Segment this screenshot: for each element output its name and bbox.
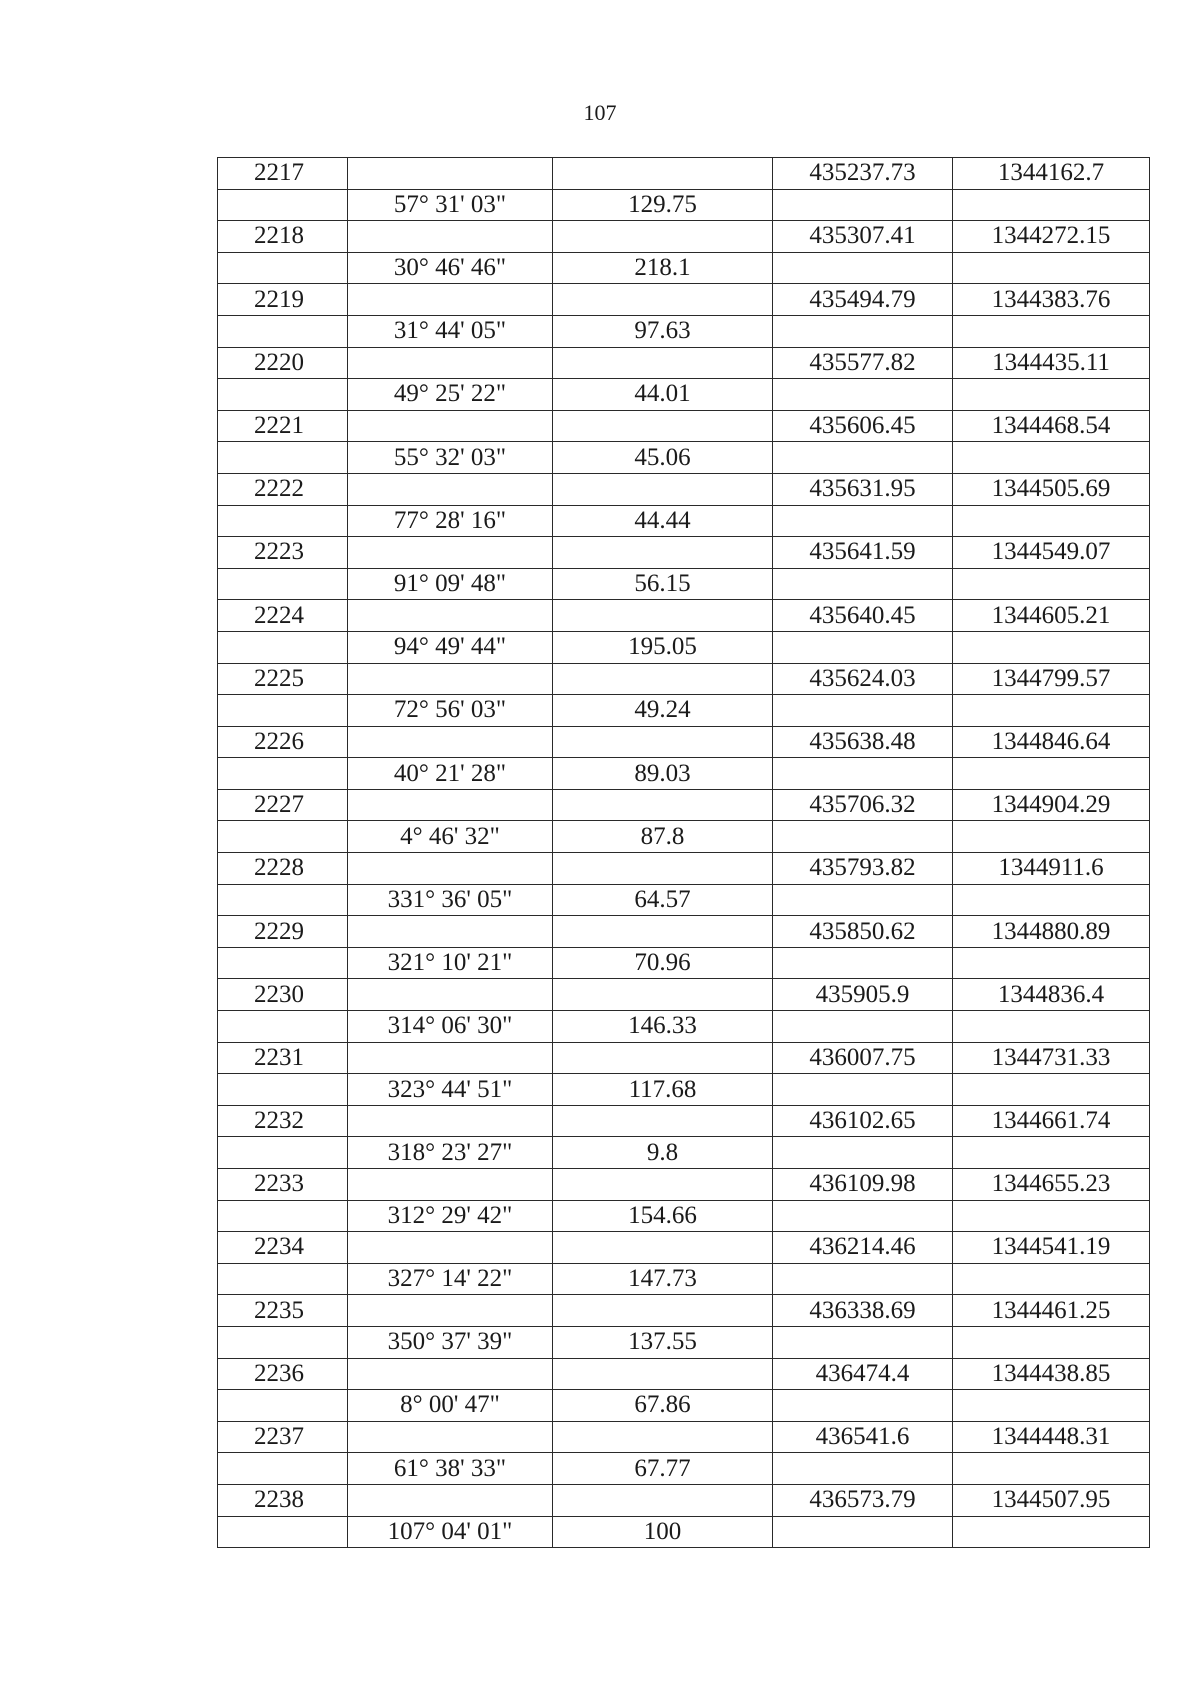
northing-cell xyxy=(953,505,1150,537)
point-cell: 2236 xyxy=(218,1358,348,1390)
table-row xyxy=(218,315,1150,347)
northing-cell xyxy=(953,821,1150,853)
northing-cell: 1344731.33 xyxy=(953,1042,1150,1074)
distance-cell xyxy=(553,600,773,632)
northing-cell xyxy=(953,252,1150,284)
northing-cell: 1344655.23 xyxy=(953,1169,1150,1201)
bearing-cell: 40° 21' 28" xyxy=(348,758,553,790)
point-cell: 2232 xyxy=(218,1105,348,1137)
easting-cell: 435640.45 xyxy=(773,600,953,632)
table-row xyxy=(218,252,1150,284)
easting-cell: 436007.75 xyxy=(773,1042,953,1074)
easting-cell: 435494.79 xyxy=(773,284,953,316)
table-row xyxy=(218,1453,1150,1485)
point-cell: 2219 xyxy=(218,284,348,316)
table-row xyxy=(218,1295,1150,1327)
table-row xyxy=(218,916,1150,948)
bearing-cell: 30° 46' 46" xyxy=(348,252,553,284)
table-row xyxy=(218,1484,1150,1516)
point-cell: 2224 xyxy=(218,600,348,632)
point-cell xyxy=(218,315,348,347)
table-row xyxy=(218,1390,1150,1422)
table-row xyxy=(218,789,1150,821)
easting-cell: 435850.62 xyxy=(773,916,953,948)
point-cell: 2237 xyxy=(218,1421,348,1453)
table-row xyxy=(218,347,1150,379)
distance-cell xyxy=(553,410,773,442)
northing-cell: 1344911.6 xyxy=(953,853,1150,885)
table-row xyxy=(218,1200,1150,1232)
easting-cell xyxy=(773,1011,953,1043)
bearing-cell: 8° 00' 47" xyxy=(348,1390,553,1422)
northing-cell: 1344461.25 xyxy=(953,1295,1150,1327)
point-cell: 2230 xyxy=(218,979,348,1011)
easting-cell xyxy=(773,252,953,284)
northing-cell: 1344272.15 xyxy=(953,221,1150,253)
distance-cell xyxy=(553,853,773,885)
point-cell: 2229 xyxy=(218,916,348,948)
table-row xyxy=(218,631,1150,663)
northing-cell: 1344438.85 xyxy=(953,1358,1150,1390)
point-cell xyxy=(218,505,348,537)
bearing-cell xyxy=(348,726,553,758)
point-cell: 2222 xyxy=(218,473,348,505)
table-row xyxy=(218,695,1150,727)
table-body xyxy=(218,158,1150,1548)
point-cell xyxy=(218,1263,348,1295)
northing-cell xyxy=(953,1200,1150,1232)
bearing-cell: 350° 37' 39" xyxy=(348,1326,553,1358)
distance-cell: 97.63 xyxy=(553,315,773,347)
easting-cell xyxy=(773,947,953,979)
point-cell xyxy=(218,884,348,916)
distance-cell: 56.15 xyxy=(553,568,773,600)
bearing-cell xyxy=(348,410,553,442)
table-row xyxy=(218,1137,1150,1169)
distance-cell: 9.8 xyxy=(553,1137,773,1169)
table-row xyxy=(218,1169,1150,1201)
easting-cell xyxy=(773,1516,953,1548)
point-cell xyxy=(218,1390,348,1422)
northing-cell xyxy=(953,315,1150,347)
table-row xyxy=(218,158,1150,190)
northing-cell: 1344846.64 xyxy=(953,726,1150,758)
distance-cell: 49.24 xyxy=(553,695,773,727)
bearing-cell xyxy=(348,1169,553,1201)
northing-cell xyxy=(953,568,1150,600)
easting-cell xyxy=(773,379,953,411)
distance-cell xyxy=(553,284,773,316)
table-row xyxy=(218,1516,1150,1548)
distance-cell xyxy=(553,789,773,821)
northing-cell xyxy=(953,695,1150,727)
table-row xyxy=(218,1326,1150,1358)
point-cell: 2227 xyxy=(218,789,348,821)
easting-cell xyxy=(773,568,953,600)
distance-cell: 137.55 xyxy=(553,1326,773,1358)
distance-cell: 67.77 xyxy=(553,1453,773,1485)
point-cell xyxy=(218,1200,348,1232)
easting-cell xyxy=(773,695,953,727)
easting-cell: 436541.6 xyxy=(773,1421,953,1453)
bearing-cell: 4° 46' 32" xyxy=(348,821,553,853)
distance-cell: 87.8 xyxy=(553,821,773,853)
distance-cell: 147.73 xyxy=(553,1263,773,1295)
table-row xyxy=(218,600,1150,632)
northing-cell: 1344448.31 xyxy=(953,1421,1150,1453)
northing-cell: 1344661.74 xyxy=(953,1105,1150,1137)
point-cell xyxy=(218,1137,348,1169)
northing-cell: 1344880.89 xyxy=(953,916,1150,948)
table-row xyxy=(218,1105,1150,1137)
point-cell xyxy=(218,1516,348,1548)
table-row xyxy=(218,1232,1150,1264)
point-cell xyxy=(218,1074,348,1106)
point-cell: 2220 xyxy=(218,347,348,379)
easting-cell: 435577.82 xyxy=(773,347,953,379)
northing-cell: 1344836.4 xyxy=(953,979,1150,1011)
distance-cell xyxy=(553,1295,773,1327)
table-row xyxy=(218,1263,1150,1295)
easting-cell xyxy=(773,1074,953,1106)
point-cell: 2233 xyxy=(218,1169,348,1201)
distance-cell xyxy=(553,1169,773,1201)
bearing-cell: 31° 44' 05" xyxy=(348,315,553,347)
distance-cell xyxy=(553,537,773,569)
page-number: 107 xyxy=(583,100,617,125)
easting-cell: 435638.48 xyxy=(773,726,953,758)
easting-cell: 436338.69 xyxy=(773,1295,953,1327)
point-cell: 2238 xyxy=(218,1484,348,1516)
easting-cell xyxy=(773,1263,953,1295)
easting-cell xyxy=(773,758,953,790)
northing-cell: 1344383.76 xyxy=(953,284,1150,316)
distance-cell: 44.01 xyxy=(553,379,773,411)
bearing-cell: 331° 36' 05" xyxy=(348,884,553,916)
table-row xyxy=(218,1358,1150,1390)
bearing-cell xyxy=(348,1042,553,1074)
easting-cell: 436102.65 xyxy=(773,1105,953,1137)
table-row xyxy=(218,1042,1150,1074)
table-row xyxy=(218,189,1150,221)
easting-cell xyxy=(773,1453,953,1485)
distance-cell: 67.86 xyxy=(553,1390,773,1422)
northing-cell: 1344799.57 xyxy=(953,663,1150,695)
table-row xyxy=(218,1074,1150,1106)
bearing-cell xyxy=(348,916,553,948)
point-cell xyxy=(218,568,348,600)
northing-cell xyxy=(953,1074,1150,1106)
easting-cell xyxy=(773,821,953,853)
table-row xyxy=(218,537,1150,569)
easting-cell xyxy=(773,1137,953,1169)
point-cell: 2231 xyxy=(218,1042,348,1074)
distance-cell xyxy=(553,1232,773,1264)
northing-cell xyxy=(953,631,1150,663)
bearing-cell xyxy=(348,1105,553,1137)
distance-cell xyxy=(553,726,773,758)
table-row xyxy=(218,758,1150,790)
easting-cell xyxy=(773,1200,953,1232)
bearing-cell: 57° 31' 03" xyxy=(348,189,553,221)
distance-cell xyxy=(553,1042,773,1074)
easting-cell: 436573.79 xyxy=(773,1484,953,1516)
bearing-cell xyxy=(348,1232,553,1264)
point-cell: 2235 xyxy=(218,1295,348,1327)
bearing-cell: 312° 29' 42" xyxy=(348,1200,553,1232)
point-cell: 2218 xyxy=(218,221,348,253)
easting-cell: 435237.73 xyxy=(773,158,953,190)
bearing-cell xyxy=(348,600,553,632)
easting-cell xyxy=(773,1390,953,1422)
northing-cell: 1344904.29 xyxy=(953,789,1150,821)
bearing-cell xyxy=(348,1295,553,1327)
distance-cell xyxy=(553,221,773,253)
point-cell: 2217 xyxy=(218,158,348,190)
northing-cell: 1344507.95 xyxy=(953,1484,1150,1516)
table-row xyxy=(218,568,1150,600)
bearing-cell xyxy=(348,473,553,505)
northing-cell xyxy=(953,1516,1150,1548)
northing-cell xyxy=(953,1137,1150,1169)
table-row xyxy=(218,221,1150,253)
bearing-cell: 327° 14' 22" xyxy=(348,1263,553,1295)
point-cell xyxy=(218,1453,348,1485)
table-row xyxy=(218,410,1150,442)
bearing-cell xyxy=(348,853,553,885)
easting-cell: 435307.41 xyxy=(773,221,953,253)
point-cell: 2234 xyxy=(218,1232,348,1264)
point-cell xyxy=(218,442,348,474)
northing-cell: 1344435.11 xyxy=(953,347,1150,379)
bearing-cell xyxy=(348,221,553,253)
bearing-cell xyxy=(348,979,553,1011)
bearing-cell xyxy=(348,347,553,379)
point-cell xyxy=(218,1011,348,1043)
table-row xyxy=(218,1421,1150,1453)
northing-cell: 1344505.69 xyxy=(953,473,1150,505)
distance-cell: 129.75 xyxy=(553,189,773,221)
distance-cell xyxy=(553,158,773,190)
distance-cell xyxy=(553,1105,773,1137)
point-cell xyxy=(218,631,348,663)
easting-cell xyxy=(773,884,953,916)
bearing-cell xyxy=(348,1358,553,1390)
northing-cell xyxy=(953,189,1150,221)
easting-cell: 436474.4 xyxy=(773,1358,953,1390)
bearing-cell xyxy=(348,158,553,190)
northing-cell: 1344162.7 xyxy=(953,158,1150,190)
easting-cell: 435706.32 xyxy=(773,789,953,821)
point-cell: 2228 xyxy=(218,853,348,885)
distance-cell xyxy=(553,1484,773,1516)
bearing-cell xyxy=(348,663,553,695)
distance-cell: 64.57 xyxy=(553,884,773,916)
point-cell xyxy=(218,1326,348,1358)
northing-cell xyxy=(953,379,1150,411)
easting-cell xyxy=(773,442,953,474)
point-cell xyxy=(218,821,348,853)
table-row xyxy=(218,663,1150,695)
northing-cell xyxy=(953,1390,1150,1422)
distance-cell xyxy=(553,916,773,948)
table-row xyxy=(218,884,1150,916)
distance-cell: 195.05 xyxy=(553,631,773,663)
easting-cell: 436214.46 xyxy=(773,1232,953,1264)
point-cell: 2225 xyxy=(218,663,348,695)
easting-cell xyxy=(773,631,953,663)
easting-cell: 435631.95 xyxy=(773,473,953,505)
table-row xyxy=(218,726,1150,758)
bearing-cell: 94° 49' 44" xyxy=(348,631,553,663)
easting-cell: 435641.59 xyxy=(773,537,953,569)
point-cell xyxy=(218,695,348,727)
northing-cell xyxy=(953,1326,1150,1358)
bearing-cell xyxy=(348,789,553,821)
easting-cell: 435606.45 xyxy=(773,410,953,442)
bearing-cell: 72° 56' 03" xyxy=(348,695,553,727)
distance-cell: 89.03 xyxy=(553,758,773,790)
easting-cell: 436109.98 xyxy=(773,1169,953,1201)
northing-cell: 1344468.54 xyxy=(953,410,1150,442)
distance-cell: 154.66 xyxy=(553,1200,773,1232)
bearing-cell: 323° 44' 51" xyxy=(348,1074,553,1106)
northing-cell: 1344605.21 xyxy=(953,600,1150,632)
easting-cell xyxy=(773,189,953,221)
table-row xyxy=(218,979,1150,1011)
easting-cell xyxy=(773,315,953,347)
distance-cell xyxy=(553,347,773,379)
distance-cell xyxy=(553,1421,773,1453)
easting-cell xyxy=(773,1326,953,1358)
northing-cell: 1344549.07 xyxy=(953,537,1150,569)
point-cell xyxy=(218,379,348,411)
distance-cell xyxy=(553,473,773,505)
northing-cell xyxy=(953,947,1150,979)
easting-cell: 435905.9 xyxy=(773,979,953,1011)
bearing-cell xyxy=(348,1484,553,1516)
table-row xyxy=(218,1011,1150,1043)
distance-cell xyxy=(553,663,773,695)
distance-cell: 70.96 xyxy=(553,947,773,979)
table-row xyxy=(218,505,1150,537)
bearing-cell: 318° 23' 27" xyxy=(348,1137,553,1169)
easting-cell: 435624.03 xyxy=(773,663,953,695)
table-row xyxy=(218,853,1150,885)
easting-cell xyxy=(773,505,953,537)
bearing-cell xyxy=(348,284,553,316)
northing-cell xyxy=(953,758,1150,790)
table-row xyxy=(218,473,1150,505)
table-row xyxy=(218,821,1150,853)
bearing-cell xyxy=(348,1421,553,1453)
point-cell xyxy=(218,758,348,790)
point-cell xyxy=(218,947,348,979)
point-cell xyxy=(218,252,348,284)
point-cell xyxy=(218,189,348,221)
northing-cell xyxy=(953,442,1150,474)
distance-cell: 218.1 xyxy=(553,252,773,284)
distance-cell: 44.44 xyxy=(553,505,773,537)
northing-cell xyxy=(953,1011,1150,1043)
survey-coordinates-table xyxy=(217,157,1150,1548)
bearing-cell xyxy=(348,537,553,569)
bearing-cell: 77° 28' 16" xyxy=(348,505,553,537)
distance-cell xyxy=(553,1358,773,1390)
distance-cell: 100 xyxy=(553,1516,773,1548)
distance-cell xyxy=(553,979,773,1011)
bearing-cell: 321° 10' 21" xyxy=(348,947,553,979)
table-row xyxy=(218,947,1150,979)
point-cell: 2226 xyxy=(218,726,348,758)
table-row xyxy=(218,379,1150,411)
table-row xyxy=(218,284,1150,316)
point-cell: 2223 xyxy=(218,537,348,569)
bearing-cell: 49° 25' 22" xyxy=(348,379,553,411)
northing-cell xyxy=(953,884,1150,916)
bearing-cell: 61° 38' 33" xyxy=(348,1453,553,1485)
distance-cell: 146.33 xyxy=(553,1011,773,1043)
bearing-cell: 107° 04' 01" xyxy=(348,1516,553,1548)
northing-cell xyxy=(953,1453,1150,1485)
point-cell: 2221 xyxy=(218,410,348,442)
easting-cell: 435793.82 xyxy=(773,853,953,885)
table-row xyxy=(218,442,1150,474)
northing-cell xyxy=(953,1263,1150,1295)
northing-cell: 1344541.19 xyxy=(953,1232,1150,1264)
distance-cell: 45.06 xyxy=(553,442,773,474)
bearing-cell: 314° 06' 30" xyxy=(348,1011,553,1043)
bearing-cell: 55° 32' 03" xyxy=(348,442,553,474)
distance-cell: 117.68 xyxy=(553,1074,773,1106)
bearing-cell: 91° 09' 48" xyxy=(348,568,553,600)
